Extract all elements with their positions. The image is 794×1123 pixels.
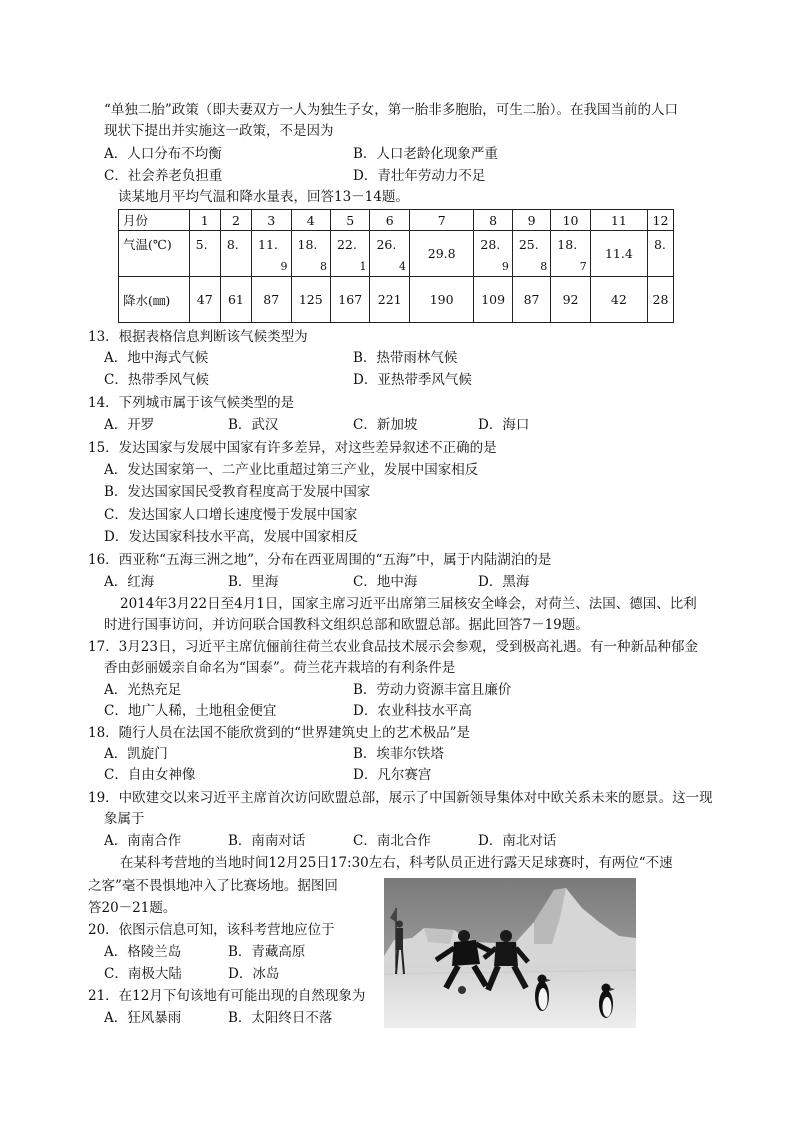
table-header-month: 月份 <box>119 210 190 231</box>
month-cell: 9 <box>512 210 550 231</box>
q17-option-d: D．农业科技水平高 <box>353 703 472 719</box>
option-a: A．人口分布不均衡 <box>104 146 222 162</box>
table-header-precipitation: 降水(㎜) <box>119 277 190 323</box>
table-intro: 读某地月平均气温和降水量表，回答13－14题。 <box>118 189 409 205</box>
q13-option-a: A．地中海式气候 <box>104 350 209 366</box>
q13-option-c: C．热带季风气候 <box>104 372 209 388</box>
temp-cell: 11.4 <box>590 231 647 277</box>
q14-option-d: D．海口 <box>478 417 530 433</box>
table-row-precipitation <box>119 277 674 323</box>
month-cell: 6 <box>370 210 409 231</box>
q17-stem-2: 香由彭丽媛亲自命名为“国泰”。荷兰花卉栽培的有利条件是 <box>104 660 456 676</box>
temp-cell: 11. 9 <box>252 231 291 277</box>
photo-illustration <box>384 878 636 1028</box>
month-cell: 1 <box>189 210 220 231</box>
q14-option-c: C．新加坡 <box>353 417 418 433</box>
q15-option-d: D．发达国家科技水平高，发展中国家相反 <box>104 529 358 545</box>
precip-cell: 167 <box>330 277 369 323</box>
q18-option-a: A．凯旋门 <box>104 746 168 762</box>
q19-option-b: B．南南对话 <box>228 833 306 849</box>
temp-cell: 26. 4 <box>370 231 409 277</box>
table-row-months <box>119 210 674 231</box>
q15-stem: 15．发达国家与发展中国家有许多差异，对这些差异叙述不正确的是 <box>88 440 497 456</box>
temp-cell: 28. 9 <box>474 231 512 277</box>
precip-cell: 109 <box>474 277 512 323</box>
q16-stem: 16．西亚称“五海三洲之地”，分布在西亚周围的“五海”中，属于内陆湖泊的是 <box>88 552 552 568</box>
q21-stem: 21．在12月下旬该地有可能出现的自然现象为 <box>88 988 366 1004</box>
precip-cell: 61 <box>220 277 251 323</box>
q17-option-a: A．光热充足 <box>104 682 182 698</box>
passage1-line-1: 2014年3月22日至4月1日，国家主席习近平出席第三届核安全峰会，对荷兰、法国、德国、比利 <box>120 596 697 612</box>
q15-option-b: B．发达国家国民受教育程度高于发展中国家 <box>104 484 371 500</box>
q16-option-a: A．红海 <box>104 574 155 590</box>
q13-stem: 13．根据表格信息判断该气候类型为 <box>88 329 308 345</box>
q20-option-d: D．冰岛 <box>228 966 280 982</box>
q18-stem: 18．随行人员在法国不能欣赏到的“世界建筑史上的艺术极品”是 <box>88 725 470 741</box>
q21-option-a: A．狂风暴雨 <box>104 1010 182 1026</box>
month-cell: 3 <box>252 210 291 231</box>
precip-cell: 125 <box>291 277 330 323</box>
q19-option-a: A．南南合作 <box>104 833 182 849</box>
temp-cell: 8. <box>220 231 251 277</box>
temp-cell: 5. <box>189 231 220 277</box>
q13-option-d: D．亚热带季风气候 <box>353 372 472 388</box>
month-cell: 4 <box>291 210 330 231</box>
precip-cell: 42 <box>590 277 647 323</box>
q19-option-c: C．南北合作 <box>353 833 431 849</box>
option-d: D．青壮年劳动力不足 <box>353 168 486 184</box>
temp-cell: 8. <box>647 231 673 277</box>
option-b: B．人口老龄化现象严重 <box>353 146 498 162</box>
q14-option-b: B．武汉 <box>228 417 279 433</box>
passage2-line-1: 在某科考营地的当地时间12月25日17:30左右，科考队员正进行露天足球赛时，有两位“不速 <box>120 855 673 871</box>
q19-stem-2: 象属于 <box>104 811 145 827</box>
precip-cell: 87 <box>512 277 550 323</box>
temp-cell: 29.8 <box>409 231 473 277</box>
precip-cell: 190 <box>409 277 473 323</box>
precip-cell: 87 <box>252 277 291 323</box>
q18-option-c: C．自由女神像 <box>104 767 196 783</box>
q20-option-b: B．青藏高原 <box>228 944 306 960</box>
q14-option-a: A．开罗 <box>104 417 155 433</box>
month-cell: 12 <box>647 210 673 231</box>
q13-option-b: B．热带雨林气候 <box>353 350 458 366</box>
q16-option-d: D．黑海 <box>478 574 530 590</box>
climate-table <box>118 209 674 323</box>
month-cell: 10 <box>551 210 590 231</box>
q20-option-c: C．南极大陆 <box>104 966 182 982</box>
passage2-line-3: 答20－21题。 <box>88 900 177 916</box>
passage2-line-2: 之客”毫不畏惧地冲入了比赛场地。据图回 <box>88 878 338 894</box>
intro-line-2: 现状下提出并实施这一政策，不是因为 <box>104 123 334 139</box>
q17-option-c: C．地广人稀，土地租金便宜 <box>104 703 277 719</box>
antarctic-football-photo <box>384 878 636 1028</box>
month-cell: 8 <box>474 210 512 231</box>
q19-option-d: D．南北对话 <box>478 833 557 849</box>
q21-option-b: B．太阳终日不落 <box>228 1010 333 1026</box>
precip-cell: 47 <box>189 277 220 323</box>
temp-cell: 18. 8 <box>291 231 330 277</box>
intro-line-1: “单独二胎”政策（即夫妻双方一人为独生子女，第一胎非多胞胎，可生二胎）。在我国当前的人口 <box>104 102 679 118</box>
q15-option-c: C．发达国家人口增长速度慢于发展中国家 <box>104 507 358 523</box>
passage1-line-2: 时进行国事访问，并访问联合国教科文组织总部和欧盟总部。据此回答7－19题。 <box>104 617 589 633</box>
precip-cell: 92 <box>551 277 590 323</box>
month-cell: 5 <box>330 210 369 231</box>
temp-cell: 22. 1 <box>330 231 369 277</box>
month-cell: 11 <box>590 210 647 231</box>
month-cell: 2 <box>220 210 251 231</box>
q16-option-c: C．地中海 <box>353 574 418 590</box>
q18-option-b: B．埃菲尔铁塔 <box>353 746 444 762</box>
temp-cell: 25. 8 <box>512 231 550 277</box>
precip-cell: 28 <box>647 277 673 323</box>
table-row-temperature <box>119 231 674 277</box>
q15-option-a: A．发达国家第一、二产业比重超过第三产业，发展中国家相反 <box>104 462 479 478</box>
q20-stem: 20．依图示信息可知，该科考营地应位于 <box>88 922 335 938</box>
option-c: C．社会养老负担重 <box>104 168 223 184</box>
q16-option-b: B．里海 <box>228 574 279 590</box>
q20-option-a: A．格陵兰岛 <box>104 944 182 960</box>
q14-stem: 14．下列城市属于该气候类型的是 <box>88 395 295 411</box>
precip-cell: 221 <box>370 277 409 323</box>
month-cell: 7 <box>409 210 473 231</box>
table-header-temperature: 气温(℃) <box>119 231 190 277</box>
q18-option-d: D．凡尔赛宫 <box>353 767 432 783</box>
q19-stem-1: 19．中欧建交以来习近平主席首次访问欧盟总部，展示了中国新领导集体对中欧关系未来的愿景。这一现 <box>88 790 713 806</box>
temp-cell: 18. 7 <box>551 231 590 277</box>
q17-option-b: B．劳动力资源丰富且廉价 <box>353 682 512 698</box>
q17-stem-1: 17．3月23日，习近平主席伉俪前往荷兰农业食品技术展示会参观，受到极高礼遇。有一种新品种郁金 <box>88 639 698 655</box>
